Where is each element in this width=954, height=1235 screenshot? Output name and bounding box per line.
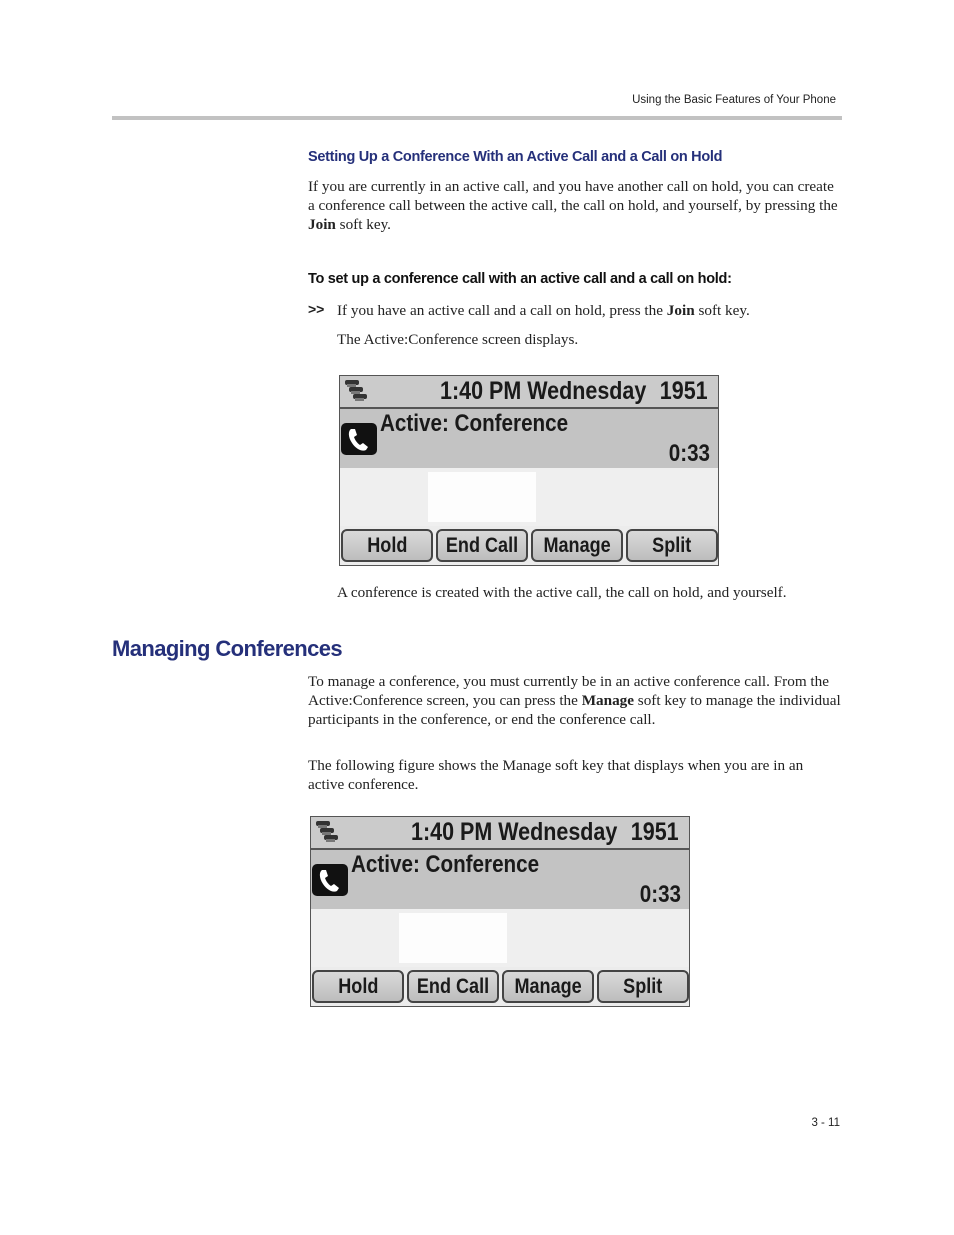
manage-paragraph: To manage a conference, you must currently be in an active conference call. From the Active:Conference screen, you can press the Manage soft key to manage the individual participants in the conference, or end the conference call. bbox=[308, 673, 841, 728]
figure-followup-text: A conference is created with the active call, the call on hold, and yourself. bbox=[337, 584, 787, 601]
procedure-heading: To set up a conference call with an active call and a call on hold: bbox=[308, 271, 732, 287]
manage-softkey[interactable]: Manage bbox=[531, 529, 623, 562]
multi-line-phone-icon bbox=[314, 820, 340, 844]
call-status: Active: Conference bbox=[380, 410, 569, 437]
running-header: Using the Basic Features of Your Phone bbox=[632, 94, 836, 106]
end-call-softkey[interactable]: End Call bbox=[436, 529, 528, 562]
manage-softkey[interactable]: Manage bbox=[502, 970, 594, 1003]
status-bar bbox=[311, 817, 689, 850]
call-status: Active: Conference bbox=[351, 851, 540, 878]
extension-number: 1951 bbox=[660, 377, 708, 405]
multi-line-phone-icon bbox=[343, 379, 369, 403]
clock-date: 1:40 PM Wednesday bbox=[440, 377, 647, 405]
end-call-softkey[interactable]: End Call bbox=[407, 970, 499, 1003]
call-timer: 0:33 bbox=[639, 881, 681, 908]
hold-softkey[interactable]: Hold bbox=[312, 970, 404, 1003]
subsection-heading: Setting Up a Conference With an Active Call and a Call on Hold bbox=[308, 149, 723, 165]
call-timer: 0:33 bbox=[668, 440, 710, 467]
handset-icon bbox=[311, 863, 349, 897]
figure-intro-paragraph: The following figure shows the Manage soft key that displays when you are in an active conference. bbox=[308, 757, 804, 793]
screen-body bbox=[311, 909, 689, 967]
split-softkey[interactable]: Split bbox=[626, 529, 718, 562]
phone-screen-figure-2 bbox=[310, 816, 690, 1007]
intro-paragraph: If you are currently in an active call, and you have another call on hold, you can create a conference call between the active call, the call on hold, and yourself, by pressing the Join soft key. bbox=[308, 178, 838, 233]
screen-body bbox=[340, 468, 718, 526]
softkey-bar bbox=[340, 529, 718, 565]
hold-softkey[interactable]: Hold bbox=[341, 529, 433, 562]
call-info bbox=[340, 409, 718, 468]
status-bar bbox=[340, 376, 718, 409]
page-number: 3 - 11 bbox=[811, 1117, 840, 1129]
step-result: The Active:Conference screen displays. bbox=[337, 331, 579, 348]
header-rule bbox=[112, 116, 842, 120]
step-marker: >> bbox=[308, 301, 325, 317]
section-title: Managing Conferences bbox=[112, 636, 343, 661]
extension-number: 1951 bbox=[631, 818, 679, 846]
step-text: If you have an active call and a call on hold, press the Join soft key. bbox=[337, 302, 750, 319]
clock-date: 1:40 PM Wednesday bbox=[411, 818, 618, 846]
split-softkey[interactable]: Split bbox=[597, 970, 689, 1003]
handset-icon bbox=[340, 422, 378, 456]
softkey-bar bbox=[311, 970, 689, 1006]
phone-screen-figure bbox=[339, 375, 719, 566]
call-info bbox=[311, 850, 689, 909]
